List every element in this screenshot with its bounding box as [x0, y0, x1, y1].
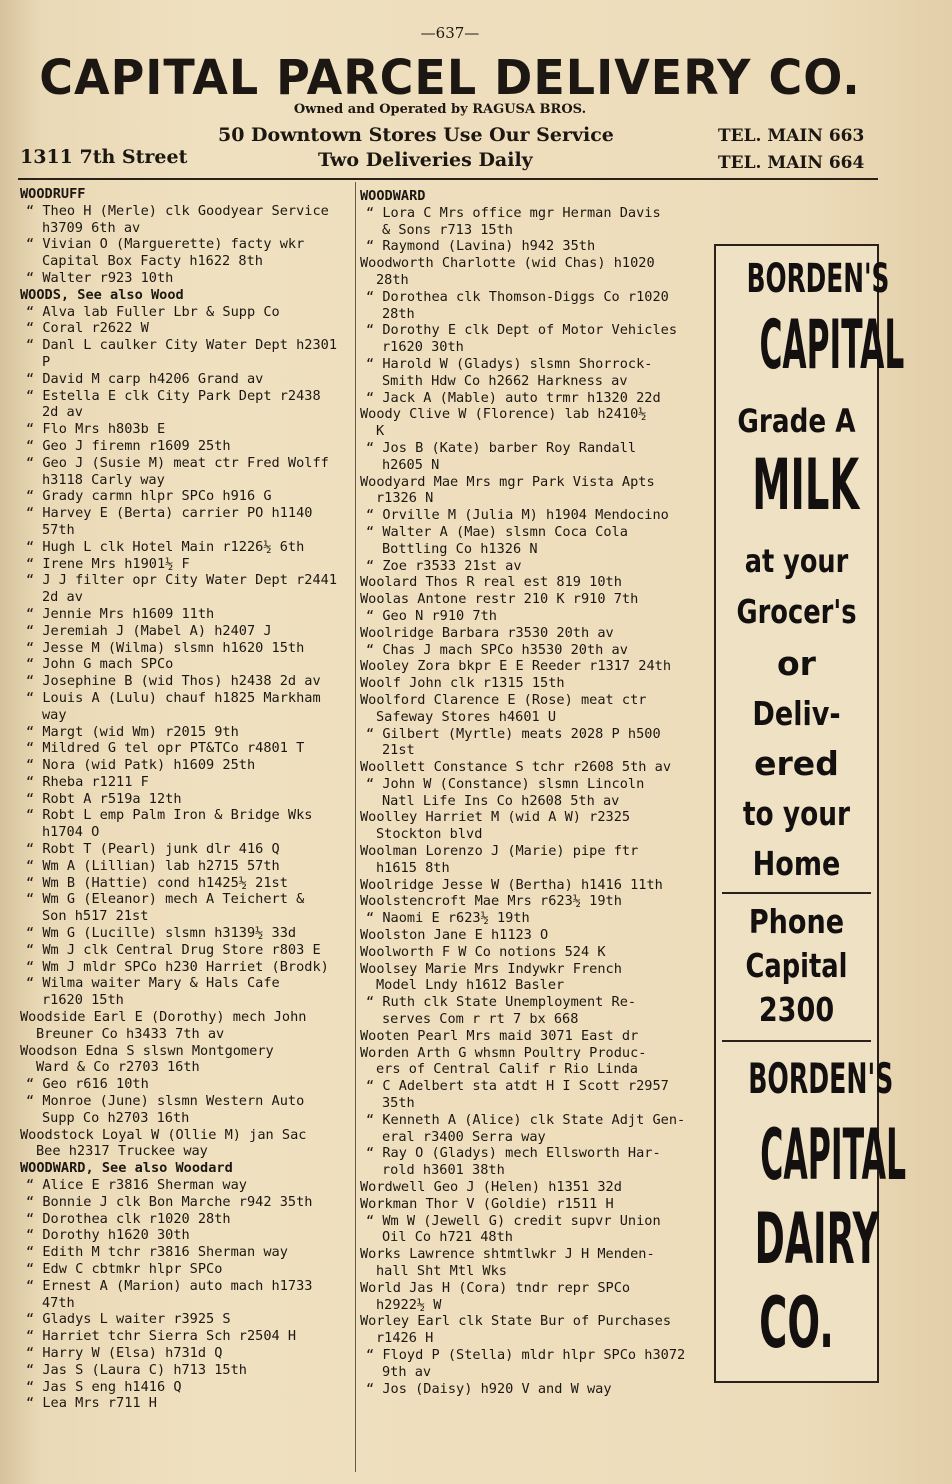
surname-heading [20, 186, 346, 203]
entry-continuation: Capital Box Facty h1622 8th [42, 253, 263, 270]
directory-entry [360, 356, 715, 390]
directory-entry [360, 1280, 715, 1314]
directory-entry [360, 759, 715, 776]
directory-entry [360, 574, 715, 591]
entry-text: Woolford Clarence E (Rose) meat ctr [360, 691, 647, 708]
entry-text: “ Walter r923 10th [26, 269, 174, 286]
entry-text: “ Josephine B (wid Thos) h2438 2d av [26, 673, 321, 690]
entry-text: “ Naomi E r623½ 19th [366, 910, 530, 927]
directory-entry [20, 438, 346, 455]
directory-entry [360, 1196, 715, 1213]
entry-text: “ Dorothy h1620 30th [26, 1227, 190, 1244]
directory-entry [20, 556, 346, 573]
entry-text: Woolf John clk r1315 15th [360, 675, 565, 692]
directory-entry [20, 1244, 346, 1261]
directory-entry [20, 1127, 346, 1161]
entry-continuation: h1704 O [42, 824, 100, 841]
entry-text: Woolard Thos R real est 819 10th [360, 574, 622, 591]
entry-text: “ Jesse M (Wilma) slsmn h1620 15th [26, 639, 305, 656]
ad-line-grocers: Grocer's [736, 592, 857, 631]
entry-text: Woollett Constance S tchr r2608 5th av [360, 759, 671, 776]
entry-continuation: Oil Co h721 48th [382, 1229, 513, 1246]
directory-entry [360, 776, 715, 810]
entry-text: “ Rheba r1211 F [26, 773, 149, 790]
directory-entry [360, 625, 715, 642]
entry-text: “ Geo r616 10th [26, 1076, 149, 1093]
entry-text: “ Harvey E (Berta) carrier PO h1140 [26, 505, 313, 522]
directory-entry [20, 791, 346, 808]
directory-entry [360, 507, 715, 524]
entry-text: “ Ray O (Gladys) mech Ellsworth Har- [366, 1145, 661, 1162]
directory-entry [20, 942, 346, 959]
ad-line-bordens: BORDEN'S [746, 256, 890, 302]
entry-text: “ Dorothea clk Thomson-Diggs Co r1020 [366, 288, 669, 305]
entry-text: “ Flo Mrs h803b E [26, 421, 166, 438]
directory-entry [20, 1362, 346, 1379]
directory-entry [20, 1076, 346, 1093]
directory-entry [20, 757, 346, 774]
entry-continuation: rold h3601 38th [382, 1162, 505, 1179]
entry-continuation: 2d av [42, 589, 83, 606]
surname-heading [20, 287, 346, 304]
entry-text: Works Lawrence shtmtlwkr J H Menden- [360, 1246, 655, 1263]
directory-entry [20, 841, 346, 858]
ad-line-grade-a: Grade A [737, 402, 856, 440]
entry-text: “ Jos B (Kate) barber Roy Randall [366, 439, 637, 456]
entry-text: Workman Thor V (Goldie) r1511 H [360, 1195, 614, 1212]
entry-text: “ Wm W (Jewell G) credit supvr Union [366, 1212, 661, 1229]
entry-text: “ Chas J mach SPCo h3530 20th av [366, 641, 628, 658]
entry-continuation: 57th [42, 521, 75, 538]
entry-continuation: Bottling Co h1326 N [382, 540, 538, 557]
entry-text: “ Gilbert (Myrtle) meats 2028 P h500 [366, 725, 661, 742]
entry-text: “ Wm G (Lucille) slsmn h3139½ 33d [26, 925, 297, 942]
entry-text: “ Robt A r519a 12th [26, 790, 182, 807]
directory-entry [20, 1009, 346, 1043]
entry-text: “ Wilma waiter Mary & Hals Cafe [26, 975, 280, 992]
entry-text: Woolridge Barbara r3530 20th av [360, 624, 614, 641]
directory-entry [360, 390, 715, 407]
directory-entry [360, 558, 715, 575]
directory-entry [20, 1227, 346, 1244]
entry-text: “ Ruth clk State Unemployment Re- [366, 994, 637, 1011]
entry-text: “ Ernest A (Marion) auto mach h1733 [26, 1277, 313, 1294]
entry-text: “ Jos (Daisy) h920 V and W way [366, 1380, 612, 1397]
entry-continuation: 9th av [382, 1363, 432, 1380]
ad-line-bordens-2: BORDEN'S [748, 1054, 894, 1103]
entry-text: “ Floyd P (Stella) mldr hlpr SPCo h3072 [366, 1346, 686, 1363]
ad-line-to-your: to your [742, 794, 851, 833]
directory-entry [360, 809, 715, 843]
entry-text: “ Estella E clk City Park Dept r2438 [26, 387, 321, 404]
entry-text: “ Hugh L clk Hotel Main r1226½ 6th [26, 538, 305, 555]
directory-entry [360, 927, 715, 944]
telephone-2: TEL. MAIN 664 [718, 153, 865, 173]
entry-text: “ Wm A (Lillian) lab h2715 57th [26, 857, 280, 874]
entry-text: Woolley Harriet M (wid A W) r2325 [360, 809, 631, 826]
entry-continuation: ers of Central Calif r Rio Linda [376, 1061, 638, 1078]
directory-entry [20, 304, 346, 321]
directory-entry [20, 371, 346, 388]
directory-entry [360, 642, 715, 659]
entry-text: “ Margt (wid Wm) r2015 9th [26, 723, 239, 740]
entry-text: “ Wm J mldr SPCo h230 Harriet (Brodk) [26, 958, 329, 975]
directory-entry [20, 1194, 346, 1211]
entry-text: WOODRUFF [20, 186, 86, 202]
directory-entry [360, 994, 715, 1028]
directory-entry [360, 1347, 715, 1381]
entry-text: “ Wm B (Hattie) cond h1425½ 21st [26, 874, 288, 891]
entry-text: “ Alva lab Fuller Lbr & Supp Co [26, 303, 280, 320]
directory-entry [360, 524, 715, 558]
directory-entry [20, 606, 346, 623]
entry-text: “ Kenneth A (Alice) clk State Adjt Gen- [366, 1111, 686, 1128]
directory-entry [20, 656, 346, 673]
entry-text: Worley Earl clk State Bur of Purchases [360, 1313, 671, 1330]
entry-text: “ Coral r2622 W [26, 320, 149, 337]
entry-continuation: K [376, 423, 385, 440]
ad-separator-2 [722, 1040, 871, 1042]
entry-continuation: h3709 6th av [42, 219, 141, 236]
entry-text: “ Robt L emp Palm Iron & Bridge Wks [26, 807, 313, 824]
directory-entry [360, 1045, 715, 1079]
entry-text: Woodside Earl E (Dorothy) mech John [20, 1009, 307, 1026]
entry-text: “ John W (Constance) slsmn Lincoln [366, 775, 645, 792]
entry-text: WOODWARD [360, 188, 426, 204]
entry-text: Wooten Pearl Mrs maid 3071 East dr [360, 1027, 639, 1044]
entry-text: “ Nora (wid Patk) h1609 25th [26, 757, 256, 774]
entry-text: “ Mildred G tel opr PT&TCo r4801 T [26, 740, 305, 757]
directory-entry [360, 440, 715, 474]
directory-entry [360, 1028, 715, 1045]
directory-entry [360, 1213, 715, 1247]
entry-text: “ Jack A (Mable) auto trmr h1320 22d [366, 389, 661, 406]
directory-entry [20, 623, 346, 640]
directory-entry [20, 1328, 346, 1345]
entry-text: Woolstencroft Mae Mrs r623½ 19th [360, 893, 622, 910]
directory-entry [20, 724, 346, 741]
directory-entry [360, 893, 715, 910]
entry-text: “ Harry W (Elsa) h731d Q [26, 1344, 223, 1361]
entry-continuation: 2d av [42, 404, 83, 421]
entry-text: “ Geo N r910 7th [366, 607, 497, 624]
directory-entry [20, 1043, 346, 1077]
directory-entry [20, 505, 346, 539]
directory-entry [360, 877, 715, 894]
street-address: 1311 7th Street [20, 146, 188, 168]
ad-line-co: CO. [759, 1282, 834, 1364]
directory-entry [20, 1379, 346, 1396]
entry-text: “ Lea Mrs r711 H [26, 1395, 157, 1412]
directory-entry [20, 1311, 346, 1328]
ad-line-capital-phone: Capital [745, 946, 848, 985]
entry-text: “ Irene Mrs h1901½ F [26, 555, 190, 572]
directory-entry [20, 1261, 346, 1278]
directory-entry [20, 1278, 346, 1312]
entry-text: WOODWARD, See also Woodard [20, 1160, 233, 1177]
entry-continuation: Smith Hdw Co h2662 Harkness av [382, 372, 628, 389]
entry-text: “ Walter A (Mae) slsmn Coca Cola [366, 523, 628, 540]
entry-continuation: h2922½ W [376, 1296, 442, 1313]
directory-entry [360, 843, 715, 877]
entry-continuation: r1426 H [376, 1330, 434, 1347]
entry-continuation: r1620 30th [382, 339, 464, 356]
entry-text: “ Monroe (June) slsmn Western Auto [26, 1093, 305, 1110]
directory-entry [20, 1345, 346, 1362]
entry-text: “ J J filter opr City Water Dept r2441 [26, 572, 337, 589]
directory-entry [20, 1395, 346, 1412]
ad-line-deliv: Deliv- [752, 694, 841, 733]
company-banner: CAPITAL PARCEL DELIVERY CO. [39, 48, 861, 106]
ad-line-at-your: at your [744, 542, 849, 580]
directory-entry [20, 488, 346, 505]
entry-text: “ Edw C cbtmkr hlpr SPCo [26, 1261, 223, 1277]
entry-text: Woodstock Loyal W (Ollie M) jan Sac [20, 1126, 307, 1143]
directory-entry [360, 1179, 715, 1196]
entry-continuation: & Sons r713 15th [382, 221, 513, 238]
header-rule [18, 178, 878, 180]
entry-text: “ Geo J (Susie M) meat ctr Fred Wolff [26, 454, 329, 471]
directory-entry [20, 959, 346, 976]
slogan-line-2: Two Deliveries Daily [318, 149, 533, 171]
entry-text: “ C Adelbert sta atdt H I Scott r2957 [366, 1078, 669, 1095]
entry-text: Wordwell Geo J (Helen) h1351 32d [360, 1179, 622, 1196]
ad-line-dairy: DAIRY [754, 1198, 879, 1280]
entry-text: “ Vivian O (Marguerette) facty wkr [26, 236, 305, 253]
ad-line-phone: Phone [748, 902, 845, 941]
entry-continuation: Bee h2317 Truckee way [36, 1143, 208, 1160]
entry-continuation: r1620 15th [42, 992, 124, 1009]
entry-continuation: 28th [376, 271, 409, 288]
page-number: —637— [420, 24, 480, 42]
entry-text: “ Jas S (Laura C) h713 15th [26, 1361, 247, 1378]
directory-entry [20, 925, 346, 942]
directory-entry [360, 961, 715, 995]
entry-continuation: eral r3400 Serra way [382, 1128, 546, 1145]
directory-entry [20, 858, 346, 875]
entry-text: “ Louis A (Lulu) chauf h1825 Markham [26, 689, 321, 706]
entry-continuation: 21st [382, 742, 415, 759]
slogan-line-1: 50 Downtown Stores Use Our Service [218, 124, 614, 146]
directory-entry [360, 205, 715, 239]
directory-entry [20, 320, 346, 337]
ad-line-or: or [777, 644, 816, 683]
entry-text: “ Alice E r3816 Sherman way [26, 1177, 247, 1194]
entry-text: “ David M carp h4206 Grand av [26, 370, 264, 387]
directory-entry [20, 774, 346, 791]
directory-entry [20, 203, 346, 237]
entry-text: Woolsey Marie Mrs Indywkr French [360, 960, 622, 977]
directory-entry [20, 807, 346, 841]
owned-by-line: Owned and Operated by RAGUSA BROS. [293, 102, 587, 117]
entry-text: Woolman Lorenzo J (Marie) pipe ftr [360, 843, 639, 860]
ad-line-capital-2: CAPITAL [760, 1114, 907, 1196]
directory-entry [360, 1145, 715, 1179]
entry-text: Woolworth F W Co notions 524 K [360, 943, 606, 960]
ad-line-home: Home [752, 844, 841, 883]
entry-continuation: 35th [382, 1095, 415, 1112]
entry-text: Woodson Edna S slswn Montgomery [20, 1042, 274, 1059]
entry-text: “ Zoe r3533 21st av [366, 557, 522, 574]
entry-continuation: Stockton blvd [376, 826, 483, 843]
entry-continuation: P [42, 353, 51, 370]
ad-line-capital: CAPITAL [759, 306, 905, 385]
ad-line-milk: MILK [752, 444, 860, 526]
directory-entry [360, 238, 715, 255]
directory-entry [20, 690, 346, 724]
entry-continuation: Breuner Co h3433 7th av [36, 1025, 225, 1042]
entry-text: World Jas H (Cora) tndr repr SPCo [360, 1279, 631, 1296]
directory-entry [20, 337, 346, 371]
entry-continuation: 28th [382, 305, 415, 322]
directory-entry [20, 640, 346, 657]
entry-text: “ Harriet tchr Sierra Sch r2504 H [26, 1328, 297, 1345]
directory-entry [360, 1381, 715, 1398]
ad-line-phone-number: 2300 [758, 990, 835, 1029]
entry-text: “ Danl L caulker City Water Dept h2301 [26, 337, 337, 354]
directory-entry [360, 608, 715, 625]
directory-entry [360, 289, 715, 323]
directory-entry [20, 421, 346, 438]
entry-continuation: Natl Life Ins Co h2608 5th av [382, 792, 620, 809]
directory-entry [20, 875, 346, 892]
entry-continuation: Ward & Co r2703 16th [36, 1059, 200, 1076]
directory-entry [360, 726, 715, 760]
entry-text: Woolston Jane E h1123 O [360, 927, 549, 944]
directory-entry [20, 539, 346, 556]
directory-entry [20, 1211, 346, 1228]
entry-text: Wooley Zora bkpr E E Reeder r1317 24th [360, 658, 671, 675]
entry-continuation: hall Sht Mtl Wks [376, 1263, 507, 1279]
directory-entry [20, 1093, 346, 1127]
entry-text: “ Gladys L waiter r3925 S [26, 1311, 231, 1328]
directory-entry [360, 322, 715, 356]
entry-continuation: r1326 N [376, 490, 434, 507]
entry-text: “ Theo H (Merle) clk Goodyear Service [26, 202, 329, 219]
surname-heading [20, 1160, 346, 1177]
directory-entry [360, 1246, 715, 1280]
entry-continuation: Model Lndy h1612 Basler [376, 977, 565, 994]
entry-text: Woody Clive W (Florence) lab h2410½ [360, 406, 647, 423]
column-divider [355, 182, 356, 1472]
entry-continuation: Son h517 21st [42, 908, 149, 925]
entry-text: Worden Arth G whsmn Poultry Produc- [360, 1044, 647, 1061]
directory-entry [360, 1112, 715, 1146]
directory-entry [20, 740, 346, 757]
entry-text: “ Robt T (Pearl) junk dlr 416 Q [26, 841, 280, 858]
directory-entry [20, 455, 346, 489]
entry-text: Woodyard Mae Mrs mgr Park Vista Apts [360, 473, 655, 490]
entry-continuation: serves Com r rt 7 bx 668 [382, 1011, 579, 1028]
entry-text: “ Edith M tchr r3816 Sherman way [26, 1244, 288, 1261]
entry-text: “ Lora C Mrs office mgr Herman Davis [366, 204, 661, 221]
telephone-1: TEL. MAIN 663 [718, 126, 865, 146]
bordens-advertisement [714, 244, 907, 1383]
directory-entry [360, 692, 715, 726]
right-listing-column [360, 188, 715, 1397]
directory-entry [360, 255, 715, 289]
entry-text: WOODS, See also Wood [20, 286, 184, 303]
directory-entry [360, 406, 715, 440]
directory-entry [360, 474, 715, 508]
ad-separator-1 [722, 892, 871, 894]
entry-text: “ Grady carmn hlpr SPCo h916 G [26, 488, 272, 505]
directory-entry [360, 658, 715, 675]
directory-entry [20, 673, 346, 690]
directory-entry [360, 675, 715, 692]
directory-entry [20, 975, 346, 1009]
directory-entry [360, 591, 715, 608]
ad-line-ered: ered [754, 744, 839, 783]
entry-continuation: 47th [42, 1294, 75, 1311]
entry-text: “ Dorothea clk r1020 28th [26, 1210, 231, 1227]
entry-text: “ Harold W (Gladys) slsmn Shorrock- [366, 355, 653, 372]
directory-entry [360, 910, 715, 927]
entry-text: “ Wm G (Eleanor) mech A Teichert & [26, 891, 305, 908]
directory-entry [20, 891, 346, 925]
entry-continuation: Safeway Stores h4601 U [376, 708, 557, 725]
entry-text: “ Geo J firemn r1609 25th [26, 437, 231, 454]
directory-entry [360, 1313, 715, 1347]
entry-text: “ Bonnie J clk Bon Marche r942 35th [26, 1193, 313, 1210]
entry-continuation: h3118 Carly way [42, 471, 165, 488]
entry-text: “ Raymond (Lavina) h942 35th [366, 238, 596, 255]
entry-text: “ Jeremiah J (Mabel A) h2407 J [26, 622, 272, 639]
directory-entry [20, 236, 346, 270]
directory-entry [20, 1177, 346, 1194]
entry-continuation: Supp Co h2703 16th [42, 1109, 190, 1126]
directory-entry [20, 270, 346, 287]
entry-text: “ Jennie Mrs h1609 11th [26, 605, 215, 622]
directory-entry [360, 1078, 715, 1112]
entry-continuation: h1615 8th [376, 859, 450, 876]
entry-text: Woodworth Charlotte (wid Chas) h1020 [360, 255, 655, 272]
entry-text: “ John G mach SPCo [26, 656, 174, 673]
surname-heading [360, 188, 715, 205]
entry-continuation: h2605 N [382, 456, 440, 473]
entry-continuation: way [42, 706, 67, 723]
entry-text: “ Wm J clk Central Drug Store r803 E [26, 941, 321, 958]
entry-text: Woolridge Jesse W (Bertha) h1416 11th [360, 876, 663, 893]
directory-entry [20, 572, 346, 606]
directory-entry [360, 944, 715, 961]
entry-text: Woolas Antone restr 210 K r910 7th [360, 591, 639, 608]
entry-text: “ Dorothy E clk Dept of Motor Vehicles [366, 322, 677, 339]
entry-text: “ Orville M (Julia M) h1904 Mendocino [366, 507, 669, 524]
left-listing-column [20, 186, 346, 1412]
directory-entry [20, 388, 346, 422]
entry-text: “ Jas S eng h1416 Q [26, 1378, 182, 1395]
